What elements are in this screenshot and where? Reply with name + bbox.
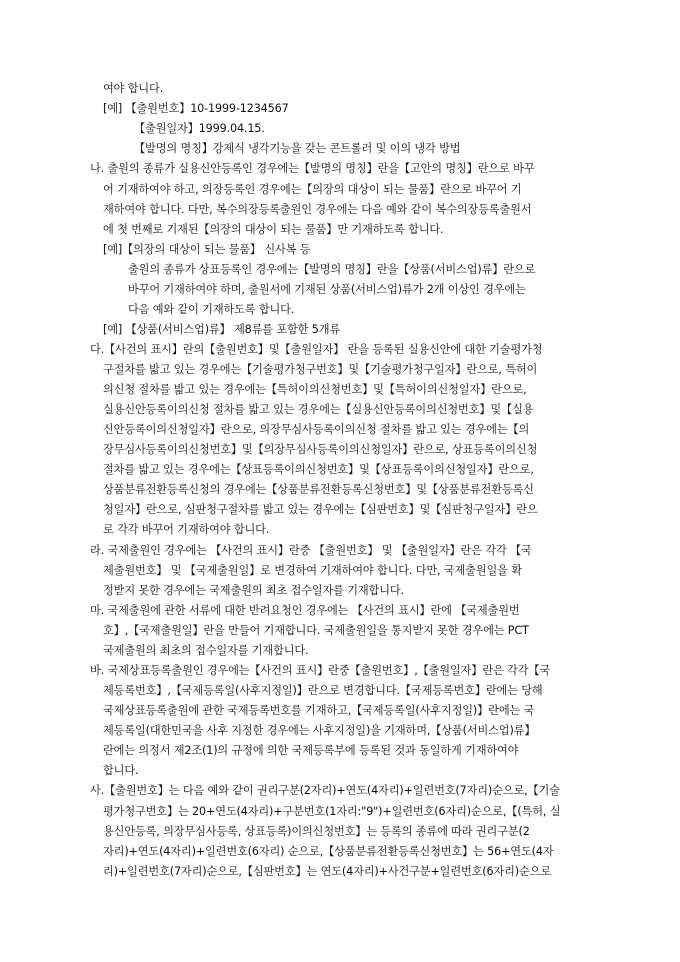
text-line: 다음 예와 같이 기재하도록 합니다. — [128, 303, 295, 316]
text-line: 다.【사건의 표시】란의【출원번호】및【출원일자】 란을 등록된 실용신안에 대한 기술평가청 — [90, 343, 543, 356]
text-line: 리)+일련번호(7자리)순으로,【심판번호】는 연도(4자리)+사건구분+일련번호(6자리)순으로 — [103, 865, 551, 878]
text-line: 구절차를 밟고 있는 경우에는【기술평가청구번호】및【기술평가청구일자】란으로, 특허이 — [103, 363, 538, 376]
text-line: 용신안등록, 의장무심사등록, 상표등록)이의신청번호】는 등록의 종류에 따라 권리구분(2 — [103, 825, 530, 838]
text-line: 【발명의 명칭】강제식 냉각기능을 갖는 콘트롤러 및 이의 냉각 방법 — [134, 142, 461, 155]
text-line: 국제상표등록출원에 관한 국제등록번호를 기재하고,【국제등록일(사후지정일)】란에는 국 — [103, 704, 535, 717]
text-line: 청일자】란으로, 심판청구절차를 밟고 있는 경우에는【심판번호】및【심판청구일자】란으 — [103, 503, 538, 516]
text-line: 【출원일자】1999.04.15. — [134, 122, 265, 135]
text-line: 제출원번호】 및 【국제출원일】로 변경하여 기재하여야 합니다. 다만, 국제출원일을 확 — [103, 564, 522, 577]
text-line: 재하여야 합니다. 다만, 복수의장등록출원인 경우에는 다음 예와 같이 복수의장등록출원서 — [103, 203, 532, 216]
text-line: 바. 국제상표등록출원인 경우에는【사건의 표시】란중【출원번호】,【출원일자】란은 각각【국 — [90, 664, 551, 677]
text-line: 합니다. — [103, 764, 139, 777]
text-line: 제등록번호】,【국제등록일(사후지정일)】란으로 변경합니다.【국제등록번호】란에는 당해 — [103, 684, 543, 697]
text-line: 여야 합니다. — [103, 82, 164, 95]
text-line: 국제출원의 최초의 접수일자를 기재합니다. — [103, 644, 309, 657]
text-line: 어 기재하여야 하고, 의장등록인 경우에는【의장의 대상이 되는 물품】란으로 바꾸어 기 — [103, 183, 522, 196]
text-line: 실용신안등록이의신청 절차를 밟고 있는 경우에는【실용신안등록이의신청번호】및【실용 — [103, 403, 534, 416]
text-line: 로 각각 바꾸어 기재하여야 합니다. — [103, 523, 270, 536]
text-line: 나. 출원의 종류가 실용신안등록인 경우에는【발명의 명칭】란을【고안의 명칭】란으로 바꾸 — [90, 162, 535, 175]
text-line: 신안등록이의신청일자】란으로, 의장무심사등록이의신청 절차를 밟고 있는 경우에는【의 — [103, 423, 530, 436]
text-line: 정받지 못한 경우에는 국제출원의 최초 접수일자를 기재합니다. — [103, 584, 404, 597]
text-line: 제등록일(대한민국을 사후 지정한 경우에는 사후지정일)을 기재하며,【상품(서비스업)류】 — [103, 724, 536, 737]
text-line: [예]【의장의 대상이 되는 물품】 신사복 등 — [103, 243, 311, 256]
text-line: 란에는 의정서 제2조(1)의 규정에 의한 국제등록부에 등록된 것과 동일하게 기재하여야 — [103, 744, 519, 757]
text-line: 출원의 종류가 상표등록인 경우에는【발명의 명칭】란을【상품(서비스업)류】란으로 — [128, 263, 536, 276]
text-line: [예] 【출원번호】10-1999-1234567 — [103, 102, 289, 115]
text-line: 절차를 밟고 있는 경우에는【상표등록이의신청번호】및【상표등록이의신청일자】란으로, — [103, 463, 534, 476]
text-line: 라. 국제출원인 경우에는 【사건의 표시】란중 【출원번호】 및 【출원일자】란은 각각 【국 — [90, 544, 532, 557]
text-line: 에 첫 번째로 기재된【의장의 대상이 되는 물품】만 기재하도록 합니다. — [103, 223, 444, 236]
text-line: [예] 【상품(서비스업)류】 제8류를 포함한 5개류 — [103, 323, 341, 336]
text-line: 사.【출원번호】는 다음 예와 같이 권리구분(2자리)+연도(4자리)+일련번호(7자리)순으로,【기술 — [90, 784, 560, 797]
text-line: 자리)+연도(4자리)+일련번호(6자리) 순으로,【상품분류전환등록신청번호】는 56+연도(4자 — [103, 845, 554, 858]
text-line: 호】,【국제출원일】란을 만들어 기재합니다. 국제출원일을 통지받지 못한 경우에는 PCT — [103, 624, 529, 637]
text-line: 의신청 절차를 밟고 있는 경우에는【특허이의신청번호】및【특허이의신청일자】란으로, — [103, 383, 527, 396]
text-line: 상품분류전환등록신청의 경우에는【상품분류전환등록신청번호】및【상품분류전환등록신 — [103, 483, 534, 496]
text-line: 바꾸어 기재하여야 하며, 출원서에 기재된 상품(서비스업)류가 2개 이상인 경우에는 — [128, 283, 526, 296]
text-line: 장무심사등록이의신청번호】및【의장무심사등록이의신청일자】란으로, 상표등록이의신청 — [103, 443, 538, 456]
text-line: 마. 국제출원에 관한 서류에 대한 반려요청인 경우에는 【사건의 표시】란에 【국제출원번 — [90, 604, 520, 617]
text-line: 평가청구번호】는 20+연도(4자리)+구분번호(1자리:"9")+일련번호(6자리)순으로,【(특허, 실 — [103, 805, 561, 818]
